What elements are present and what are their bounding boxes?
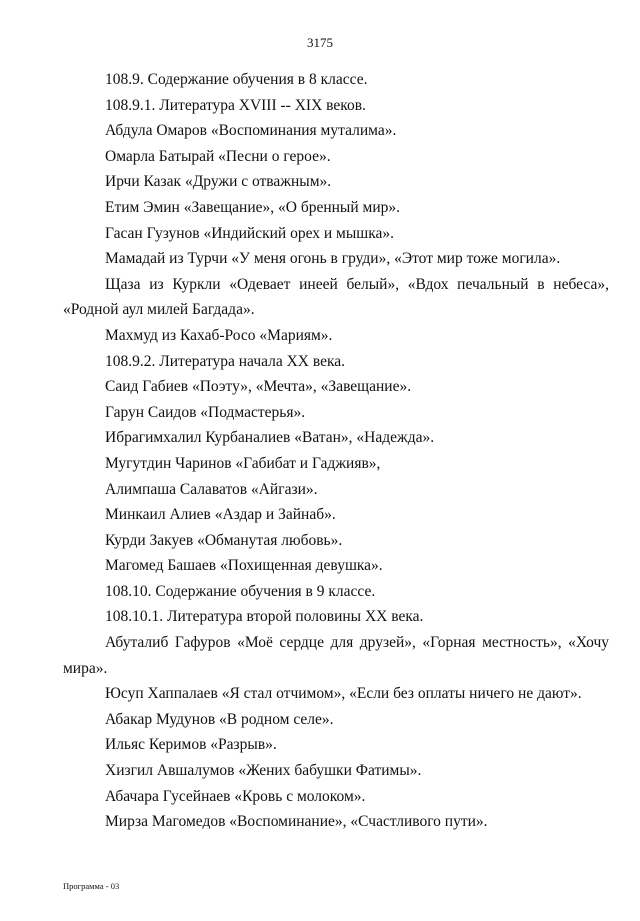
list-item: Махмуд из Кахаб-Росо «Мариям». (105, 326, 333, 344)
document-body (63, 67, 609, 835)
list-item: Гарун Саидов «Подмастерья». (105, 403, 306, 421)
subsection-heading: 108.9.1. Литература XVIII -- XIX веков. (105, 96, 366, 114)
list-item: Гасан Гузунов «Индийский орех и мышка». (105, 224, 394, 242)
section-heading: 108.10. Содержание обучения в 9 классе. (105, 582, 376, 600)
list-item: Мирза Магомедов «Воспоминание», «Счастливого пути». (105, 813, 488, 831)
page-number: 3175 (307, 35, 333, 50)
list-item: Етим Эмин «Завещание», «О бренный мир». (105, 198, 400, 216)
list-item: Омарла Батырай «Песни о герое». (105, 147, 331, 165)
list-item: Юсуп Хаппалаев «Я стал отчимом», «Если без оплаты ничего не дают». (105, 685, 582, 703)
subsection-heading: 108.9.2. Литература начала XX века. (105, 352, 346, 370)
list-item: Щаза из Куркли «Одевает инеей белый», «Вдох печальный в небеса», «Родной аул милей Багдада». (63, 275, 609, 319)
list-item: Абдула Омаров «Воспоминания муталима». (105, 122, 397, 140)
list-item: Алимпаша Салаватов «Айгази». (105, 480, 318, 498)
list-item: Минкаил Алиев «Аздар и Зайнаб». (105, 506, 336, 524)
list-item: Абакар Мудунов «В родном селе». (105, 710, 334, 728)
list-item: Абуталиб Гафуров «Моё сердце для друзей», «Горная местность», «Хочу мира». (63, 634, 609, 677)
list-item: Ибрагимхалил Курбаналиев «Ватан», «Надежда». (105, 429, 435, 447)
list-item: Хизгил Авшалумов «Жених бабушки Фатимы». (105, 762, 422, 780)
list-item: Абачара Гусейнаев «Кровь с молоком». (105, 787, 366, 805)
list-item: Курди Закуев «Обманутая любовь». (105, 531, 343, 549)
list-item: Магомед Башаев «Похищенная девушка». (105, 557, 383, 575)
list-item: Ильяс Керимов «Разрыв». (105, 736, 277, 754)
list-item: Мугутдин Чаринов «Габибат и Гаджияв», (105, 454, 381, 472)
page-footer: Программа - 03 (63, 881, 120, 891)
list-item: Саид Габиев «Поэту», «Мечта», «Завещание». (105, 378, 412, 396)
section-heading: 108.9. Содержание обучения в 8 классе. (105, 71, 368, 88)
list-item: Ирчи Казак «Дружи с отважным». (105, 173, 332, 191)
list-item: Мамадай из Турчи «У меня огонь в груди», «Этот мир тоже могила». (105, 250, 561, 268)
subsection-heading: 108.10.1. Литература второй половины XX века. (105, 608, 424, 626)
